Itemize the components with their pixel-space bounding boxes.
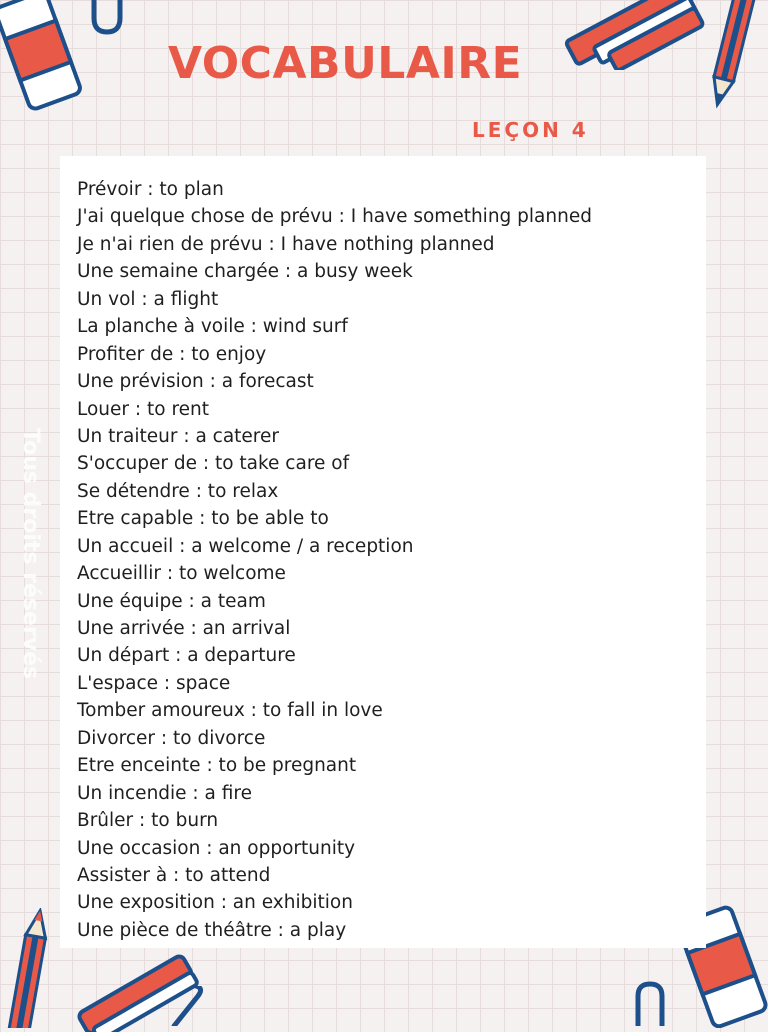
vocab-item: S'occuper de : to take care of <box>77 453 350 475</box>
vocab-item: J'ai quelque chose de prévu : I have something planned <box>77 206 592 228</box>
vocab-item: Accueillir : to welcome <box>77 563 286 585</box>
vocab-item: Je n'ai rien de prévu : I have nothing planned <box>77 233 495 255</box>
vocab-item: Une équipe : a team <box>77 590 266 612</box>
vocab-item: Profiter de : to enjoy <box>77 343 267 365</box>
vocab-item: Un traiteur : a caterer <box>77 425 279 447</box>
eraser-icon <box>0 0 86 116</box>
vocab-item: Divorcer : to divorce <box>77 727 266 749</box>
vocab-item: Une arrivée : an arrival <box>77 618 291 639</box>
vocab-item: Tomber amoureux : to fall in love <box>77 700 383 722</box>
vocabulary-list <box>77 176 702 944</box>
vocab-item: Etre capable : to be able to <box>77 508 329 530</box>
vocab-item: Un incendie : a fire <box>77 782 253 804</box>
copyright-watermark: Tous droits réservés <box>18 428 43 680</box>
vocabulary-card <box>60 156 706 948</box>
vocab-item: Se détendre : to relax <box>77 480 279 502</box>
pencil-icon <box>700 0 760 114</box>
vocab-item: Prévoir : to plan <box>77 179 224 200</box>
vocab-item: L'espace : space <box>77 672 231 694</box>
pencil-icon <box>0 908 60 1028</box>
vocab-item: Brûler : to burn <box>77 810 219 832</box>
vocab-item: Une exposition : an exhibition <box>77 892 353 914</box>
paperclip-icon <box>626 980 676 1026</box>
vocab-item: Une pièce de théâtre : a play <box>77 919 347 941</box>
paperclip-icon <box>168 986 208 1026</box>
vocab-item: Un accueil : a welcome / a reception <box>77 535 414 557</box>
vocab-item: Louer : to rent <box>77 398 210 420</box>
paperclip-icon <box>80 0 136 40</box>
lesson-label: LEÇON 4 <box>472 118 589 142</box>
vocab-item: Un vol : a flight <box>77 288 219 310</box>
vocab-item: Assister à : to attend <box>77 864 271 886</box>
vocab-item: Un départ : a departure <box>77 645 296 667</box>
vocab-item: Une occasion : an opportunity <box>77 837 356 859</box>
books-icon <box>560 0 710 70</box>
vocab-item: La planche à voile : wind surf <box>77 316 348 338</box>
page-title: VOCABULAIRE <box>168 38 523 89</box>
vocab-item: Etre enceinte : to be pregnant <box>77 755 357 777</box>
vocab-item: Une prévision : a forecast <box>77 371 314 393</box>
vocab-item: Une semaine chargée : a busy week <box>77 261 413 283</box>
